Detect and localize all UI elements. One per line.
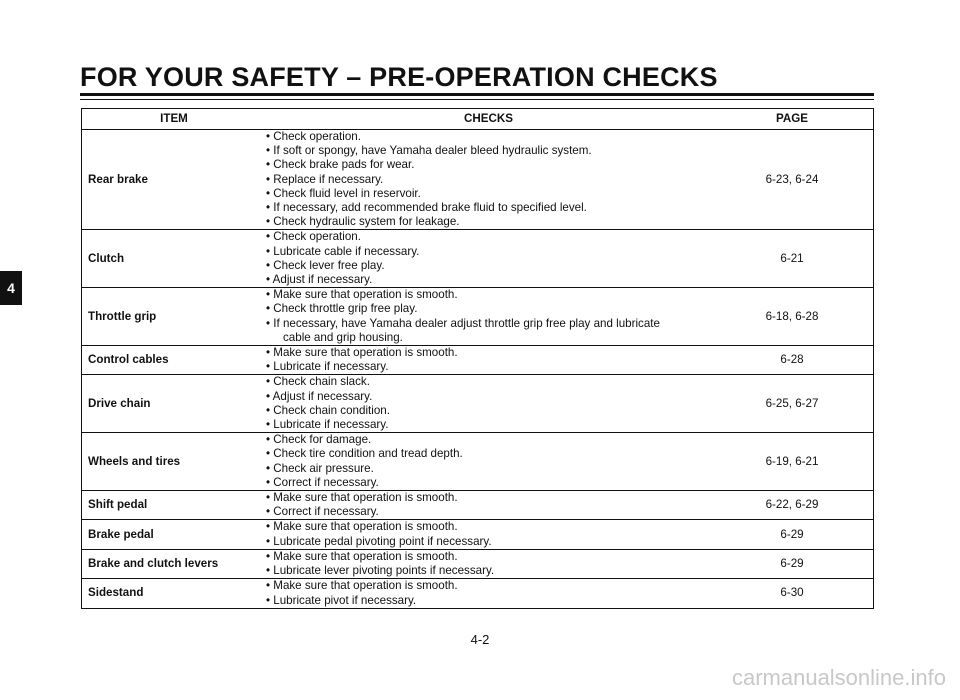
check-item: • Check operation.	[266, 130, 711, 144]
checks-cell	[266, 520, 711, 549]
checks-cell	[266, 579, 711, 608]
item-cell: Rear brake	[82, 130, 267, 230]
check-item: • Check operation.	[266, 230, 711, 244]
check-item: • Check fluid level in reservoir.	[266, 187, 711, 201]
check-item: • If necessary, add recommended brake fluid to specified level.	[266, 201, 711, 215]
watermark: carmanualsonline.info	[731, 665, 946, 690]
table-row	[82, 288, 874, 346]
item-cell: Wheels and tires	[82, 433, 267, 491]
page-title: FOR YOUR SAFETY – PRE-OPERATION CHECKS	[80, 62, 718, 92]
column-header-item: ITEM	[82, 109, 267, 130]
table-body	[82, 130, 874, 609]
pre-operation-checks-table	[81, 108, 874, 609]
checks-cell	[266, 375, 711, 433]
column-header-page: PAGE	[711, 109, 874, 130]
check-item: • Correct if necessary.	[266, 505, 711, 519]
check-item: • If necessary, have Yamaha dealer adjust throttle grip free play and lubricate	[266, 317, 711, 331]
checks-cell	[266, 433, 711, 491]
check-item: • Check tire condition and tread depth.	[266, 447, 711, 461]
check-item: • Lubricate if necessary.	[266, 360, 711, 374]
checks-cell	[266, 130, 711, 230]
checks-cell	[266, 491, 711, 520]
check-item: • Make sure that operation is smooth.	[266, 288, 711, 302]
check-item: • Check chain slack.	[266, 375, 711, 389]
check-item: • Adjust if necessary.	[266, 390, 711, 404]
page-reference-cell: 6-29	[711, 549, 874, 578]
check-item: • Lubricate lever pivoting points if necessary.	[266, 564, 711, 578]
page-reference-cell: 6-22, 6-29	[711, 491, 874, 520]
check-item: • Make sure that operation is smooth.	[266, 520, 711, 534]
checks-cell	[266, 288, 711, 346]
check-item: • Make sure that operation is smooth.	[266, 550, 711, 564]
page-reference-cell: 6-30	[711, 579, 874, 608]
item-cell: Control cables	[82, 346, 267, 375]
check-item: • Check brake pads for wear.	[266, 158, 711, 172]
check-item: • Lubricate if necessary.	[266, 418, 711, 432]
chapter-tab: 4	[0, 271, 22, 305]
checks-cell	[266, 230, 711, 288]
check-item: • Make sure that operation is smooth.	[266, 579, 711, 593]
table-row	[82, 579, 874, 608]
check-item: • Make sure that operation is smooth.	[266, 491, 711, 505]
title-rule-thick	[80, 93, 874, 96]
check-item: • Check air pressure.	[266, 462, 711, 476]
page-number: 4-2	[470, 632, 490, 647]
item-cell: Sidestand	[82, 579, 267, 608]
check-item-continued: cable and grip housing.	[283, 330, 403, 344]
title-rule-thin	[80, 99, 874, 100]
checks-cell	[266, 549, 711, 578]
check-item: • Correct if necessary.	[266, 476, 711, 490]
item-cell: Brake pedal	[82, 520, 267, 549]
checks-cell	[266, 346, 711, 375]
table-row	[82, 230, 874, 288]
check-item: • Replace if necessary.	[266, 173, 711, 187]
check-item: • Lubricate pivot if necessary.	[266, 594, 711, 608]
table-row	[82, 346, 874, 375]
check-item: • Check throttle grip free play.	[266, 302, 711, 316]
check-item: • If soft or spongy, have Yamaha dealer bleed hydraulic system.	[266, 144, 711, 158]
page-reference-cell: 6-21	[711, 230, 874, 288]
page-reference-cell: 6-28	[711, 346, 874, 375]
page-reference-cell: 6-23, 6-24	[711, 130, 874, 230]
table-row	[82, 491, 874, 520]
check-item: • Adjust if necessary.	[266, 273, 711, 287]
page-reference-cell: 6-29	[711, 520, 874, 549]
table-row	[82, 549, 874, 578]
page-reference-cell: 6-25, 6-27	[711, 375, 874, 433]
item-cell: Brake and clutch levers	[82, 549, 267, 578]
check-item: • Check chain condition.	[266, 404, 711, 418]
check-item: • Check lever free play.	[266, 259, 711, 273]
page-reference-cell: 6-18, 6-28	[711, 288, 874, 346]
table-row	[82, 433, 874, 491]
check-item: • Lubricate pedal pivoting point if necessary.	[266, 535, 711, 549]
item-cell: Clutch	[82, 230, 267, 288]
table-row	[82, 520, 874, 549]
item-cell: Drive chain	[82, 375, 267, 433]
column-header-checks: CHECKS	[266, 109, 711, 130]
check-item: • Make sure that operation is smooth.	[266, 346, 711, 360]
table-header-row	[82, 109, 874, 130]
check-item: • Check hydraulic system for leakage.	[266, 215, 711, 229]
table-row	[82, 375, 874, 433]
page-reference-cell: 6-19, 6-21	[711, 433, 874, 491]
item-cell: Shift pedal	[82, 491, 267, 520]
table-row	[82, 130, 874, 230]
item-cell: Throttle grip	[82, 288, 267, 346]
check-item: • Check for damage.	[266, 433, 711, 447]
check-item: • Lubricate cable if necessary.	[266, 245, 711, 259]
